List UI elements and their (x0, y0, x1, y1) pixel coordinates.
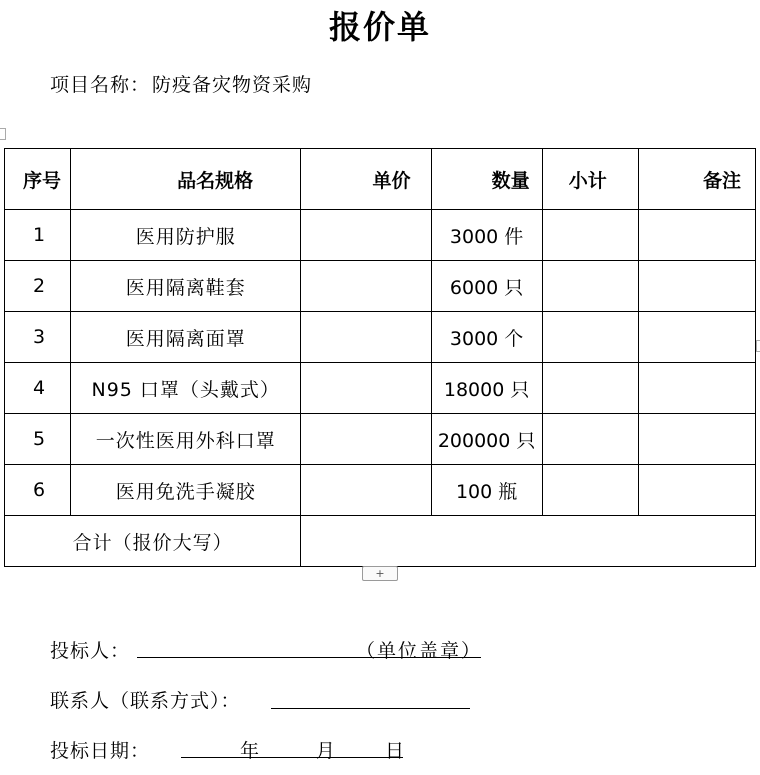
add-row-button[interactable]: + (362, 566, 398, 581)
cell-price[interactable] (301, 414, 431, 465)
project-name: 防疫备灾物资采购 (152, 74, 313, 96)
cell-qty: 200000 只 (431, 414, 542, 465)
cell-name: 医用隔离鞋套 (71, 261, 301, 312)
cell-seq: 6 (5, 465, 71, 516)
date-year: 年 (240, 740, 260, 762)
total-row (5, 516, 756, 567)
cell-price[interactable] (301, 363, 431, 414)
header-seq: 序号 (5, 149, 71, 210)
table-row (5, 414, 756, 465)
header-subtotal: 小计 (542, 149, 638, 210)
cell-note[interactable] (638, 363, 755, 414)
cell-name: 医用免洗手凝胶 (71, 465, 301, 516)
cell-qty: 100 瓶 (431, 465, 542, 516)
table-header-row (5, 149, 756, 210)
cell-note[interactable] (638, 210, 755, 261)
project-label: 项目名称： (50, 74, 151, 96)
cell-name: 一次性医用外科口罩 (71, 414, 301, 465)
date-label: 投标日期： (50, 740, 151, 762)
table-resize-handle[interactable] (756, 340, 760, 352)
cell-name: N95 口罩（头戴式） (71, 363, 301, 414)
total-value-cell[interactable] (301, 516, 756, 567)
bidder-label: 投标人： (50, 640, 131, 662)
cell-seq: 4 (5, 363, 71, 414)
contact-label: 联系人（联系方式）： (50, 690, 241, 712)
seal-text: （单位盖章） (356, 640, 483, 662)
cell-price[interactable] (301, 465, 431, 516)
header-name: 品名规格 (71, 149, 301, 210)
total-label: 合计（报价大写） (5, 516, 301, 567)
contact-line[interactable] (271, 708, 470, 709)
cell-qty: 18000 只 (431, 363, 542, 414)
date-line[interactable] (181, 757, 403, 758)
cell-note[interactable] (638, 312, 755, 363)
cell-name: 医用隔离面罩 (71, 312, 301, 363)
cell-subtotal[interactable] (542, 414, 638, 465)
cell-subtotal[interactable] (542, 312, 638, 363)
cell-subtotal[interactable] (542, 261, 638, 312)
cell-note[interactable] (638, 261, 755, 312)
header-qty: 数量 (431, 149, 542, 210)
date-day: 日 (385, 740, 405, 762)
date-month: 月 (316, 740, 336, 762)
quote-table (4, 148, 756, 567)
document-title: 报价单 (328, 8, 431, 46)
cell-qty: 6000 只 (431, 261, 542, 312)
table-row (5, 312, 756, 363)
cell-price[interactable] (301, 312, 431, 363)
cell-qty: 3000 个 (431, 312, 542, 363)
cell-qty: 3000 件 (431, 210, 542, 261)
header-note: 备注 (638, 149, 755, 210)
cell-seq: 3 (5, 312, 71, 363)
table-move-handle[interactable] (0, 128, 6, 140)
cell-name: 医用防护服 (71, 210, 301, 261)
cell-seq: 1 (5, 210, 71, 261)
table-row (5, 363, 756, 414)
project-line (50, 70, 312, 97)
header-price: 单价 (301, 149, 431, 210)
table-row (5, 210, 756, 261)
table-row (5, 465, 756, 516)
cell-note[interactable] (638, 414, 755, 465)
cell-price[interactable] (301, 210, 431, 261)
cell-subtotal[interactable] (542, 465, 638, 516)
cell-seq: 5 (5, 414, 71, 465)
cell-subtotal[interactable] (542, 210, 638, 261)
cell-note[interactable] (638, 465, 755, 516)
cell-subtotal[interactable] (542, 363, 638, 414)
cell-seq: 2 (5, 261, 71, 312)
cell-price[interactable] (301, 261, 431, 312)
table-row (5, 261, 756, 312)
